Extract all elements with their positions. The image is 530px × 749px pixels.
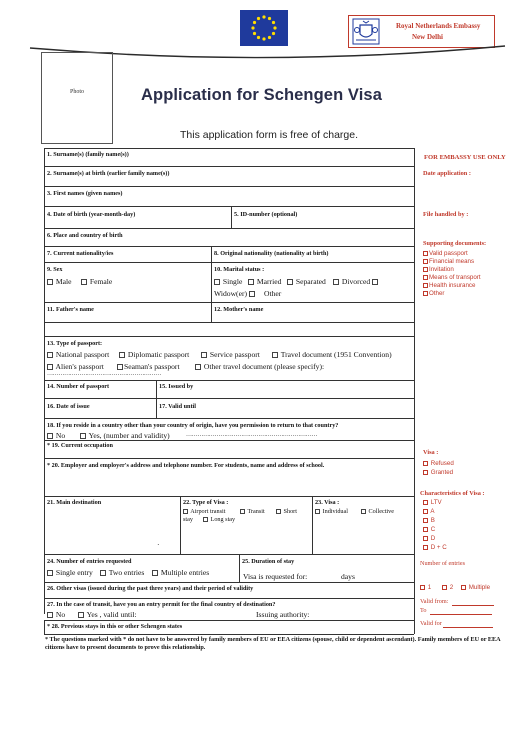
married-label: Married [256, 277, 282, 286]
multiple-entries-label: Multiple entries [160, 568, 210, 577]
travel-document-checkbox[interactable] [272, 352, 278, 358]
return-yes-checkbox[interactable] [80, 433, 86, 439]
transit-yes-label: Yes , valid until: [86, 610, 137, 619]
field-12-mothers-name: 12. Mother's name [214, 306, 264, 313]
transit-label: Transit [247, 508, 265, 515]
airport-transit-checkbox[interactable] [183, 509, 188, 514]
transit-no-checkbox[interactable] [47, 612, 53, 618]
to-line [430, 614, 492, 615]
support-other-checkbox[interactable] [423, 291, 428, 296]
ltv-checkbox[interactable] [423, 500, 428, 505]
other-travel-document-label: Other travel document (please specify): [203, 362, 325, 371]
return-no-checkbox[interactable] [47, 433, 53, 439]
travel-document-label: Travel document (1951 Convention) [280, 350, 392, 359]
field-22-visa-type: 22. Type of Visa : [183, 499, 229, 506]
health-insurance-checkbox[interactable] [423, 283, 428, 288]
seaman-passport-label: Seaman's passport [124, 362, 180, 371]
visa-granted-option[interactable] [423, 469, 453, 476]
dc-checkbox[interactable] [423, 545, 428, 550]
valid-for-line [443, 627, 493, 628]
airport-transit-label: Airport transit [190, 508, 226, 515]
passport-national-option[interactable] [47, 350, 109, 359]
marital-single-option[interactable] [214, 277, 242, 286]
photo-box [41, 52, 113, 144]
alien-passport-label: Alien's passport [55, 362, 104, 371]
diplomatic-passport-checkbox[interactable] [119, 352, 125, 358]
two-entries-label: Two entries [108, 568, 145, 577]
other-travel-document-checkbox[interactable] [195, 364, 201, 370]
embassy-to-label: To [420, 607, 427, 614]
photo-label: Photo [69, 89, 84, 95]
male-label: Male [55, 277, 72, 286]
female-label: Female [89, 277, 113, 286]
invitation-checkbox[interactable] [423, 267, 428, 272]
separated-label: Separated [295, 277, 326, 286]
visa-long-stay-option[interactable] [203, 516, 235, 525]
valid-passport-label: Valid passport [429, 250, 468, 257]
field-13-passport-type: 13. Type of passport: [47, 340, 103, 347]
netherlands-crest-icon [352, 18, 380, 45]
diplomatic-passport-label: Diplomatic passport [127, 350, 190, 359]
char-ltv-option[interactable] [423, 499, 442, 506]
char-dc-option[interactable] [423, 544, 447, 551]
field-4-date-of-birth: 4. Date of birth (year-month-day) [47, 211, 136, 218]
health-insurance-label: Health insurance [429, 282, 476, 289]
a-label: A [430, 508, 435, 515]
support-financial-means[interactable] [423, 258, 474, 265]
field-23-visa: 23. Visa : [315, 499, 340, 506]
field-15-issued-by: 15. Issued by [159, 383, 194, 390]
field-5-id-number: 5. ID-number (optional) [234, 211, 298, 218]
marital-widow-option[interactable] [214, 289, 256, 298]
financial-means-checkbox[interactable] [423, 259, 428, 264]
page-title: Application for Schengen Visa [141, 86, 382, 104]
page-subtitle: This application form is free of charge. [180, 129, 358, 141]
duration-requested-label: Visa is requested for: [243, 572, 308, 581]
entries-two-label: 2 [449, 584, 454, 591]
duration-days-label: days [341, 572, 355, 581]
embassy-date-application: Date application : [423, 170, 471, 177]
entries-multiple-checkbox[interactable] [461, 585, 466, 590]
entries-single-option[interactable] [47, 568, 93, 577]
granted-label: Granted [430, 469, 454, 476]
ltv-label: LTV [430, 499, 442, 506]
embassy-number-of-entries: Number of entries [420, 560, 466, 567]
means-of-transport-checkbox[interactable] [423, 275, 428, 280]
individual-checkbox[interactable] [315, 509, 320, 514]
support-means-of-transport[interactable] [423, 274, 481, 281]
valid-passport-checkbox[interactable] [423, 251, 428, 256]
short-stay-checkbox[interactable] [276, 509, 281, 514]
national-passport-label: National passport [55, 350, 110, 359]
entries-one-label: 1 [427, 584, 432, 591]
single-entry-checkbox[interactable] [47, 570, 53, 576]
char-c-option[interactable] [423, 526, 435, 533]
married-checkbox[interactable] [248, 279, 254, 285]
granted-checkbox[interactable] [423, 470, 428, 475]
b-checkbox[interactable] [423, 518, 428, 523]
visa-individual-option[interactable] [315, 508, 348, 517]
transit-permit-no-option[interactable] [47, 610, 65, 619]
field-21-main-destination: 21. Main destination [47, 499, 102, 506]
alien-passport-checkbox[interactable] [47, 364, 53, 370]
male-checkbox[interactable] [47, 279, 53, 285]
return-permission-yes-option[interactable] [80, 431, 170, 440]
return-no-label: No [55, 431, 66, 440]
embassy-valid-from-label: Valid from: [420, 598, 449, 605]
embassy-use-heading: FOR EMBASSY USE ONLY [424, 154, 506, 161]
field-10-marital-status: 10. Marital status : [214, 266, 265, 273]
transit-issuing-authority-label: Issuing authority: [256, 610, 310, 619]
marital-married-option[interactable] [248, 277, 281, 286]
field-3-first-names: 3. First names (given names) [47, 190, 123, 197]
single-entry-label: Single entry [55, 568, 93, 577]
field-1-surname: 1. Surname(s) (family name(s)) [47, 151, 129, 158]
passport-diplomatic-option[interactable] [119, 350, 189, 359]
field-8-original-nationality: 8. Original nationality (nationality at birth) [214, 250, 329, 257]
b-label: B [430, 517, 435, 524]
d-label: D [430, 535, 436, 542]
marital-other-option[interactable] [264, 289, 281, 298]
marital-separated-option[interactable] [287, 277, 326, 286]
char-d-option[interactable] [423, 535, 435, 542]
field-26-other-visas: 26. Other visas (issued during the past three years) and their period of validity [47, 585, 254, 592]
footnote: * The questions marked with * do not have to be answered by family members of EU or EEA citizens (spouse, child or dependent ascendant). Family members of EU or EEA citizens have to present documents to prove this relationship. [45, 636, 501, 651]
field-20-employer: * 20. Employer and employer's address and telephone number. For students, name and address of school. [47, 462, 325, 469]
invitation-label: Invitation [429, 266, 454, 273]
passport-other-option[interactable] [195, 362, 324, 371]
passport-service-option[interactable] [201, 350, 260, 359]
sex-female-option[interactable] [81, 277, 112, 286]
c-label: C [430, 526, 436, 533]
single-checkbox[interactable] [214, 279, 220, 285]
passport-travel-document-option[interactable] [272, 350, 392, 359]
other-travel-document-dots: …………………………………………………… [47, 371, 162, 377]
entries-multiple-option[interactable] [152, 568, 209, 577]
support-other[interactable] [423, 290, 444, 297]
char-b-option[interactable] [423, 517, 435, 524]
field-27-transit-permit: 27. In the case of transit, have you an entry permit for the final country of destination? [47, 601, 276, 608]
service-passport-checkbox[interactable] [201, 352, 207, 358]
embassy-visa-decision: Visa : [423, 449, 439, 456]
field-16-date-of-issue: 16. Date of issue [47, 403, 90, 410]
refused-checkbox[interactable] [423, 461, 428, 466]
individual-label: Individual [322, 508, 348, 515]
field-14-passport-number: 14. Number of passport [47, 383, 110, 390]
field-2-surname-at-birth: 2. Surname(s) at birth (earlier family name(s)) [47, 170, 170, 177]
divorced-extra-checkbox[interactable] [372, 279, 378, 285]
widow-checkbox[interactable] [249, 291, 255, 297]
entries-two-option[interactable] [100, 568, 144, 577]
two-entries-checkbox[interactable] [100, 570, 106, 576]
field-9-sex: 9. Sex [47, 266, 63, 273]
multiple-entries-checkbox[interactable] [152, 570, 158, 576]
entries-two-option-embassy[interactable] [442, 584, 453, 591]
field-19-occupation: * 19. Current occupation [47, 442, 113, 449]
service-passport-label: Service passport [209, 350, 260, 359]
single-label: Single [222, 277, 243, 286]
long-stay-checkbox[interactable] [203, 517, 208, 522]
divorced-checkbox[interactable] [333, 279, 339, 285]
visa-refused-option[interactable] [423, 460, 454, 467]
return-yes-label: Yes, (number and validity) [88, 431, 170, 440]
field-7-nationality: 7. Current nationality/ies [47, 250, 114, 257]
field-25-duration: 25. Duration of stay [242, 558, 295, 565]
field-18-residence-permission: 18. If you reside in a country other than your country of origin, have you permission to return to that country? [47, 422, 339, 429]
visa-transit-option[interactable] [240, 508, 265, 517]
dc-label: D + C [430, 544, 447, 551]
divorced-label: Divorced [341, 277, 371, 286]
entries-multiple-label: Multiple [468, 584, 491, 591]
field-6-place-of-birth: 6. Place and country of birth [47, 232, 123, 239]
field-24-entries: 24. Number of entries requested [47, 558, 132, 565]
entries-one-checkbox[interactable] [420, 585, 425, 590]
field-17-valid-until: 17. Valid until [159, 403, 196, 410]
short-stay-label: Short [283, 508, 297, 515]
financial-means-label: Financial means [429, 258, 475, 265]
entries-one-option[interactable] [420, 584, 431, 591]
passport-alien-option[interactable] [47, 362, 104, 371]
transit-permit-yes-option[interactable] [78, 610, 136, 619]
transit-checkbox[interactable] [240, 509, 245, 514]
entries-multiple-option-embassy[interactable] [461, 584, 490, 591]
field-11-fathers-name: 11. Father's name [47, 306, 94, 313]
passport-seaman-option[interactable] [117, 362, 180, 371]
eu-flag-icon [240, 10, 288, 46]
char-a-option[interactable] [423, 508, 435, 515]
means-of-transport-label: Means of transport [429, 274, 481, 281]
return-permission-no-option[interactable] [47, 431, 65, 440]
refused-label: Refused [430, 460, 454, 467]
female-checkbox[interactable] [81, 279, 87, 285]
long-stay-label: Long stay [210, 516, 236, 523]
visa-short-stay-continued: stay [183, 516, 193, 523]
support-invitation[interactable] [423, 266, 454, 273]
embassy-name: Royal Netherlands Embassy [396, 22, 481, 30]
widow-label: Widow(er) [214, 289, 248, 298]
transit-no-label: No [55, 610, 66, 619]
embassy-city: New Delhi [412, 33, 443, 41]
d-checkbox[interactable] [423, 536, 428, 541]
c-checkbox[interactable] [423, 527, 428, 532]
support-other-label: Other [429, 290, 445, 297]
support-health-insurance[interactable] [423, 282, 475, 289]
embassy-file-handled: File handled by : [423, 211, 469, 218]
embassy-valid-for-label: Valid for [420, 620, 442, 627]
transit-yes-checkbox[interactable] [78, 612, 84, 618]
return-permission-dots: …………………………………………………………… [186, 432, 318, 438]
visa-collective-option[interactable] [361, 508, 394, 517]
sex-male-option[interactable] [47, 277, 72, 286]
marital-divorced-option[interactable] [333, 277, 379, 286]
collective-checkbox[interactable] [361, 509, 366, 514]
embassy-visa-characteristics: Characteristics of Visa : [420, 490, 485, 497]
support-valid-passport[interactable] [423, 250, 468, 257]
valid-from-line [452, 605, 494, 606]
field-28-previous-stays: * 28. Previous stays in this or other Schengen states [47, 623, 183, 630]
separated-checkbox[interactable] [287, 279, 293, 285]
a-checkbox[interactable] [423, 509, 428, 514]
national-passport-checkbox[interactable] [47, 352, 53, 358]
visa-short-stay-option[interactable] [276, 508, 297, 517]
seaman-passport-checkbox[interactable] [117, 364, 123, 370]
entries-two-checkbox[interactable] [442, 585, 447, 590]
other-label: Other [264, 289, 282, 298]
collective-label: Collective [368, 508, 394, 515]
embassy-supporting-documents: Supporting documents: [423, 240, 487, 247]
destination-mark: · [157, 540, 160, 549]
